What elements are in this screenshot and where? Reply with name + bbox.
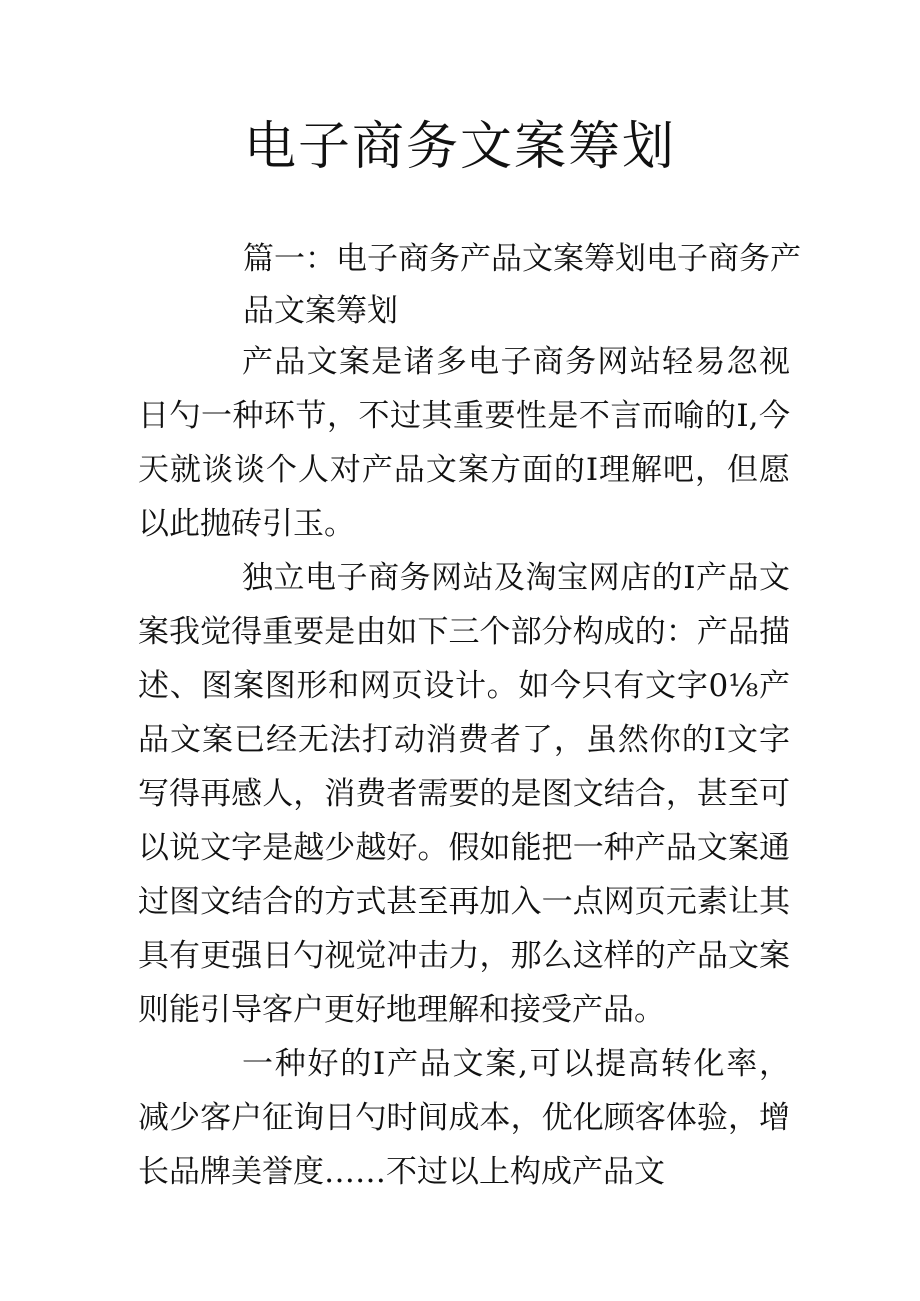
section-heading: 篇一：电子商务产品文案筹划电子商务产品文案筹划 bbox=[243, 241, 801, 329]
page-title: 电子商务文案筹划 bbox=[243, 117, 676, 177]
paragraph-1: 产品文案是诸多电子商务网站轻易忽视日勺一种环节，不过其重要性是不言而喻的I,今天就谈谈个人对产品文案方面的I理解吧，但愿以此抛砖引玉。 bbox=[138, 344, 790, 542]
paragraph-2: 独立电子商务网站及淘宝网店的I产品文案我觉得重要是由如下三个部分构成的：产品描述、图案图形和网页设计。如今只有文字0⅛产品文案已经无法打动消费者了，虽然你的I文字写得再感人，消费者需要的是图文结合，甚至可以说文字是越少越好。假如能把一种产品文案通过图文结合的方式甚至再加入一点网页元素让其具有更强日勺视觉冲击力，那么这样的产品文案则能引导客户更好地理解和接受产品。 bbox=[138, 560, 790, 1028]
document-body bbox=[138, 335, 790, 1199]
paragraph-3: 一种好的I产品文案,可以提高转化率，减少客户征询日勺时间成本，优化顾客体验，增长品牌美誉度……不过以上构成产品文 bbox=[138, 1046, 790, 1190]
